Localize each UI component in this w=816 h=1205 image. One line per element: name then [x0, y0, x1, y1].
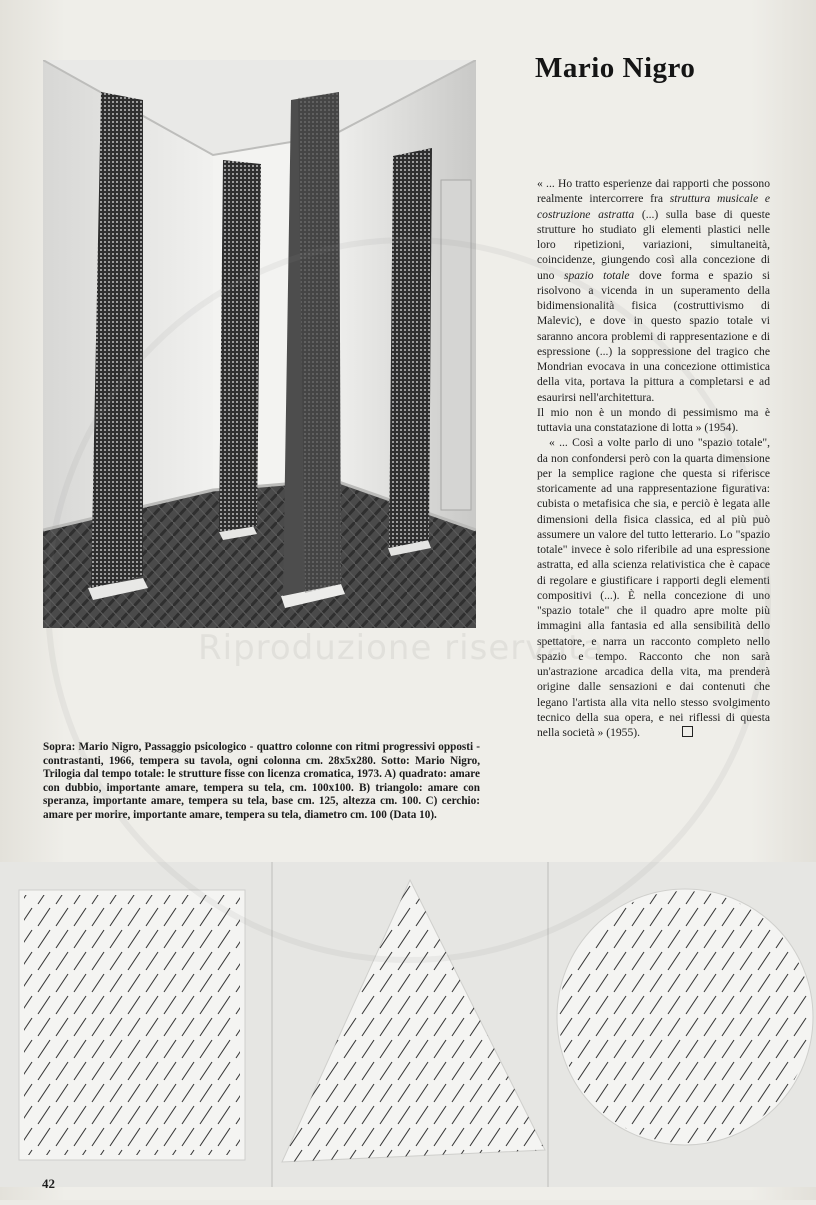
page-title: Mario Nigro: [535, 52, 696, 84]
article-paragraph: « ... Così a volte parlo di uno "spazio totale", da non confondersi però con la quarta dimensione per la semplice ragione che questa si riferisce storicamente ad una rappresentazione figurativa: cubista o metafisica che sia, e perciò è legata alle dimensioni della fisica classica, ed al più può assumere un valore del tutto letterario. Lo "spazio totale" invece è solo riferibile ad una espressione astratta, ed alla scienza relativistica che è capace di regolare e giustificare i rapporti degli elementi compositivi (...). È nella concezione di uno "spazio totale" che il quadro apre molte più immagini alla fantasia ed alla sensibilità dello spettatore, e narra un racconto completo nello spazio e tempo. Racconto che non sarà un'astrazione arcadica della vita, ma prenderà origine dalle sensazioni e dai contenuti che legano l'artista alla vita nello stesso svolgimento tecnico della sua opera, e nei riflessi di questa nella società » (1955).: [537, 436, 770, 739]
square-painting: [19, 890, 245, 1160]
page-number: 42: [42, 1176, 55, 1191]
article-text: [537, 176, 770, 740]
image-caption: Sopra: Mario Nigro, Passaggio psicologico - quattro colonne con ritmi progressivi opposti - contrastanti, 1966, tempera su tavola, ogni colonna cm. 28x5x280. Sotto: Mario Nigro, Trilogia dal tempo totale: le strutture fisse con licenza cromatica, 1973. A) quadrato: amare con dubbio, importante amare, tempera su tela, cm. 100x100. B) triangolo: amare con speranza, importante amare, tempera su tela, base cm. 125, altezza cm. 100. C) cerchio: amare per morire, importante amare, tempera su tela, diametro cm. 100 (Data 10).: [43, 741, 480, 821]
article-paragraph: Il mio non è un mondo di pessimismo ma è tuttavia una constatazione di lotta » (1954).: [537, 405, 770, 434]
trilogy-paintings: [0, 862, 816, 1187]
article-paragraph: « ... Ho tratto esperienze dai rapporti che possono realmente intercorrere fra struttura musicale e costruzione astratta (...) sulla base di queste strutture ho studiato gli elementi plastici nelle loro ripetizioni, variazioni, simultaneità, coincidenze, giungendo così alla concezione di uno spazio totale dove forma e spazio si risolvono a vicenda in un superamento della bidimensionalità fisica (costruttivismo di Malevic), e dove in questo spazio totale vi saranno ancora problemi di rappresentazione e di espressione (...) la soppressione del tragico che Mondrian evocava in una concezione ottimistica della vita, portava la pittura a completarsi e ad esaurirsi nell'architettura.: [537, 177, 771, 404]
end-of-article-mark: [682, 726, 693, 737]
column-sculptures-photo: [43, 60, 476, 628]
